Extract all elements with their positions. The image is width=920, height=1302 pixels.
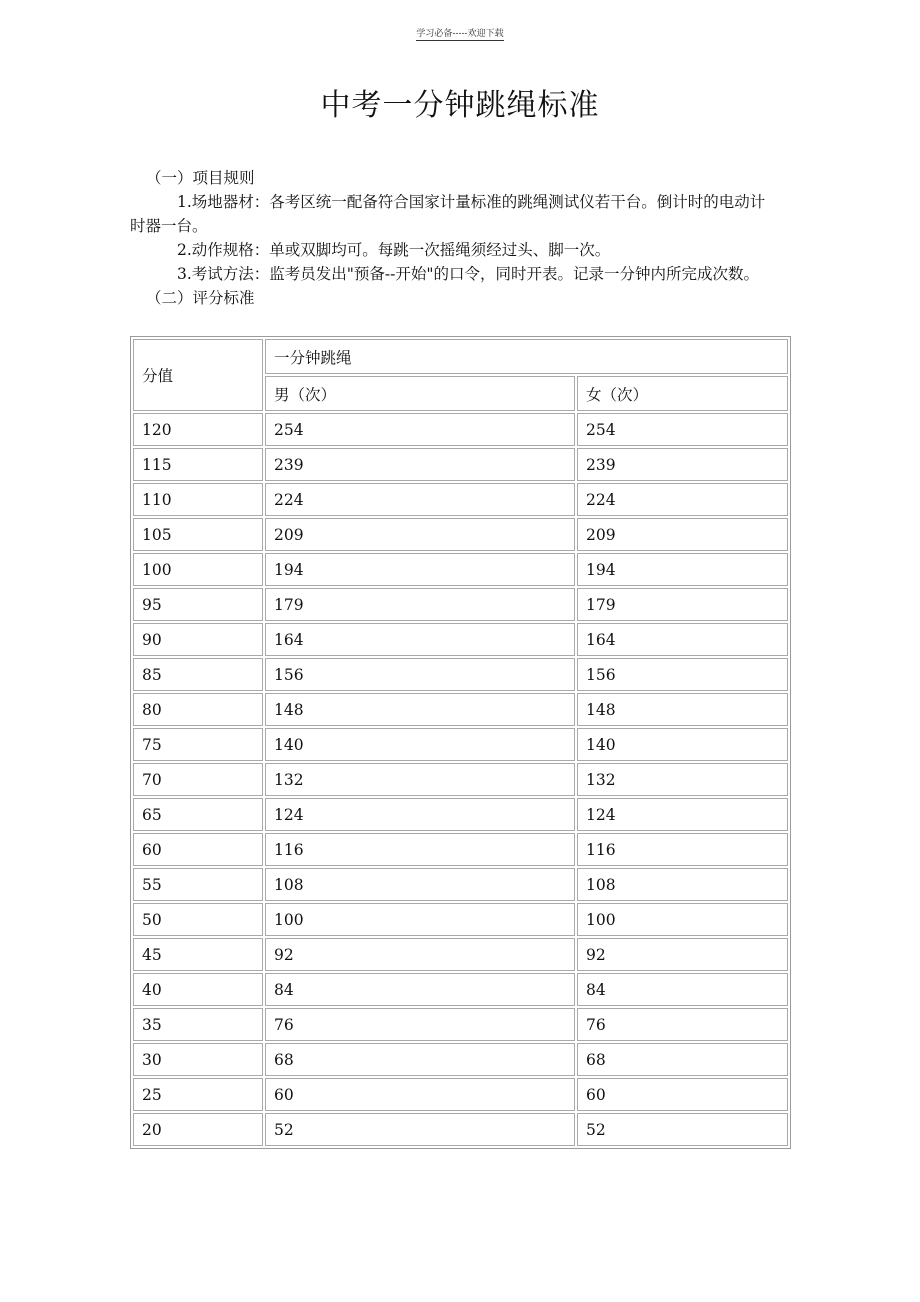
section-heading-scoring: （二）评分标准 <box>146 289 255 307</box>
male-count-cell: 179 <box>265 588 575 621</box>
score-cell: 120 <box>133 413 263 446</box>
male-count-cell: 164 <box>265 623 575 656</box>
table-row <box>133 763 788 796</box>
female-count-cell: 132 <box>577 763 788 796</box>
female-count-cell: 92 <box>577 938 788 971</box>
scoring-table <box>130 336 791 1149</box>
male-count-cell: 254 <box>265 413 575 446</box>
male-count-cell: 52 <box>265 1113 575 1146</box>
male-count-cell: 76 <box>265 1008 575 1041</box>
female-count-cell: 76 <box>577 1008 788 1041</box>
score-cell: 45 <box>133 938 263 971</box>
rule-item-action: 2.动作规格：单或双脚均可。每跳一次摇绳须经过头、脚一次。 <box>177 241 611 259</box>
header-female: 女（次） <box>577 376 788 411</box>
female-count-cell: 124 <box>577 798 788 831</box>
page-title: 中考一分钟跳绳标准 <box>320 88 600 123</box>
table-row <box>133 1113 788 1146</box>
score-cell: 110 <box>133 483 263 516</box>
score-cell: 75 <box>133 728 263 761</box>
score-cell: 80 <box>133 693 263 726</box>
rule-item-method: 3.考试方法：监考员发出"预备--开始"的口令，同时开表。记录一分钟内所完成次数。 <box>177 265 760 283</box>
score-cell: 40 <box>133 973 263 1006</box>
table-row <box>133 553 788 586</box>
male-count-cell: 60 <box>265 1078 575 1111</box>
table-row <box>133 413 788 446</box>
female-count-cell: 179 <box>577 588 788 621</box>
female-count-cell: 164 <box>577 623 788 656</box>
header-score: 分值 <box>133 339 263 411</box>
female-count-cell: 254 <box>577 413 788 446</box>
table-row <box>133 448 788 481</box>
score-cell: 85 <box>133 658 263 691</box>
table-row <box>133 1008 788 1041</box>
male-count-cell: 140 <box>265 728 575 761</box>
header-note-text: 学习必备-----欢迎下载 <box>416 29 504 39</box>
male-count-cell: 194 <box>265 553 575 586</box>
score-cell: 35 <box>133 1008 263 1041</box>
female-count-cell: 209 <box>577 518 788 551</box>
header-group: 一分钟跳绳 <box>265 339 788 374</box>
male-count-cell: 209 <box>265 518 575 551</box>
score-cell: 115 <box>133 448 263 481</box>
page-header-note <box>0 26 920 39</box>
table-row <box>133 728 788 761</box>
male-count-cell: 156 <box>265 658 575 691</box>
table-row <box>133 1043 788 1076</box>
table-row <box>133 518 788 551</box>
female-count-cell: 68 <box>577 1043 788 1076</box>
male-count-cell: 108 <box>265 868 575 901</box>
female-count-cell: 148 <box>577 693 788 726</box>
score-cell: 55 <box>133 868 263 901</box>
female-count-cell: 156 <box>577 658 788 691</box>
table-row <box>133 1078 788 1111</box>
rules-section <box>130 166 775 310</box>
female-count-cell: 239 <box>577 448 788 481</box>
male-count-cell: 124 <box>265 798 575 831</box>
table-header-row <box>133 339 788 374</box>
male-count-cell: 68 <box>265 1043 575 1076</box>
score-cell: 25 <box>133 1078 263 1111</box>
table-row <box>133 798 788 831</box>
female-count-cell: 100 <box>577 903 788 936</box>
male-count-cell: 92 <box>265 938 575 971</box>
male-count-cell: 239 <box>265 448 575 481</box>
table-row <box>133 588 788 621</box>
score-cell: 90 <box>133 623 263 656</box>
score-cell: 50 <box>133 903 263 936</box>
table-row <box>133 868 788 901</box>
male-count-cell: 132 <box>265 763 575 796</box>
table-body <box>133 413 788 1146</box>
table-row <box>133 903 788 936</box>
male-count-cell: 100 <box>265 903 575 936</box>
score-cell: 70 <box>133 763 263 796</box>
table-row <box>133 833 788 866</box>
female-count-cell: 108 <box>577 868 788 901</box>
table-row <box>133 973 788 1006</box>
female-count-cell: 84 <box>577 973 788 1006</box>
table-row <box>133 658 788 691</box>
male-count-cell: 116 <box>265 833 575 866</box>
female-count-cell: 52 <box>577 1113 788 1146</box>
score-cell: 60 <box>133 833 263 866</box>
score-cell: 95 <box>133 588 263 621</box>
table-row <box>133 483 788 516</box>
female-count-cell: 140 <box>577 728 788 761</box>
table-row <box>133 623 788 656</box>
header-male: 男（次） <box>265 376 575 411</box>
male-count-cell: 148 <box>265 693 575 726</box>
male-count-cell: 84 <box>265 973 575 1006</box>
female-count-cell: 60 <box>577 1078 788 1111</box>
rule-item-equipment: 1.场地器材：各考区统一配备符合国家计量标准的跳绳测试仪若干台。倒计时的电动计时器一台。 <box>130 193 766 235</box>
table-row <box>133 938 788 971</box>
score-cell: 105 <box>133 518 263 551</box>
male-count-cell: 224 <box>265 483 575 516</box>
score-cell: 100 <box>133 553 263 586</box>
female-count-cell: 224 <box>577 483 788 516</box>
section-heading-rules: （一）项目规则 <box>146 169 255 187</box>
score-cell: 65 <box>133 798 263 831</box>
table-row <box>133 693 788 726</box>
female-count-cell: 116 <box>577 833 788 866</box>
score-cell: 30 <box>133 1043 263 1076</box>
score-cell: 20 <box>133 1113 263 1146</box>
female-count-cell: 194 <box>577 553 788 586</box>
